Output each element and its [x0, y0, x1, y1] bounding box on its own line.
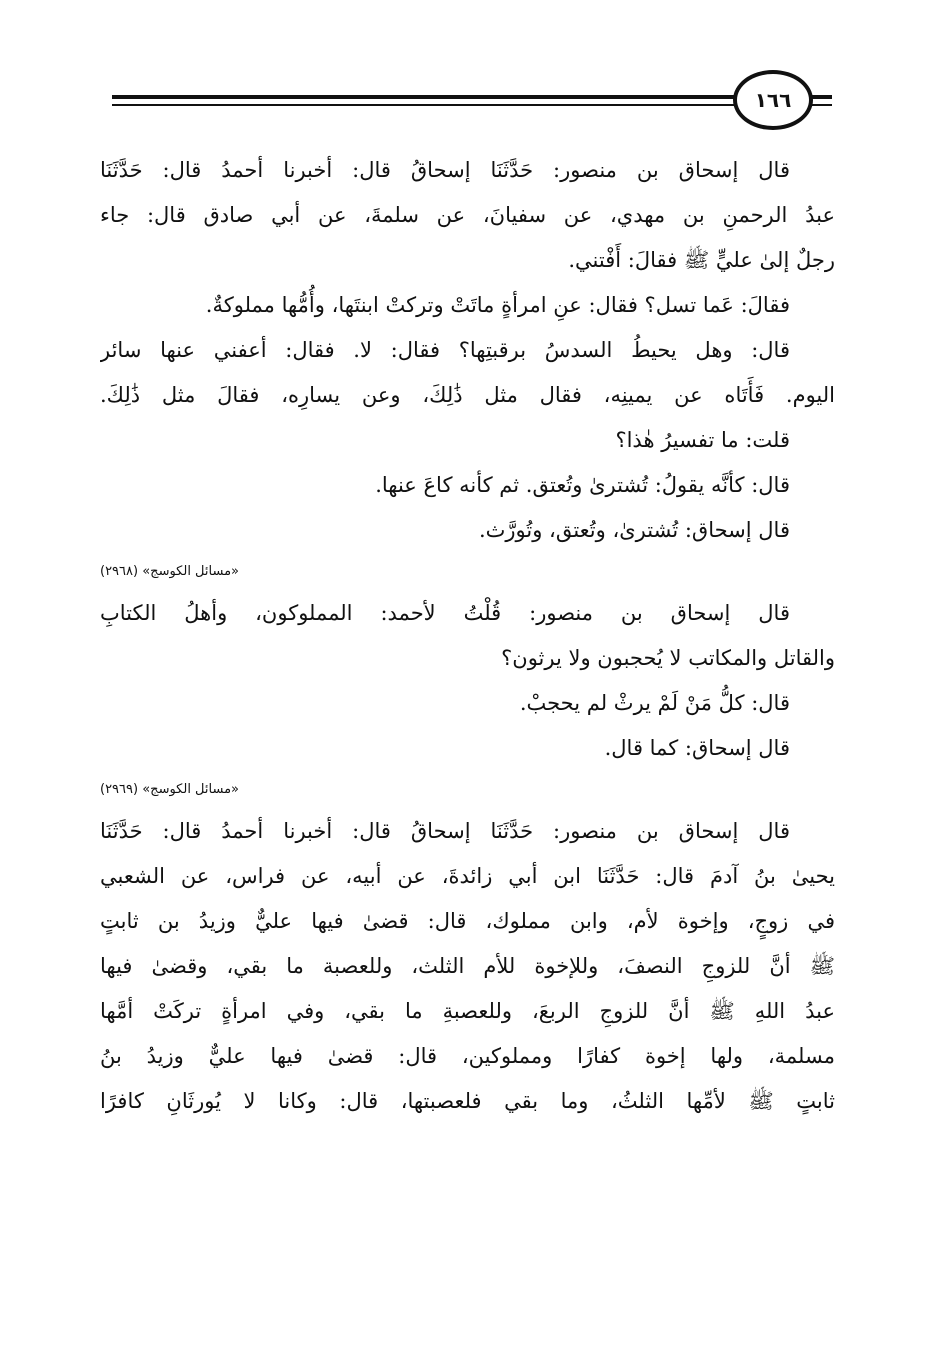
paragraph — [100, 726, 835, 771]
source-reference: «مسائل الكوسج» (٢٩٦٨) — [100, 564, 239, 579]
text-line: ﷺ أنَّ للزوجِ النصفَ، وللإخوة للأم الثلث، وللعصبة ما بقي، وقضىٰ فيها — [100, 954, 835, 978]
page-number-badge — [733, 70, 813, 130]
text-line: في زوجٍ، وإخوة لأم، وابن مملوك، قال: قضىٰ فيها عليٌّ وزيدُ بن ثابتٍ — [100, 909, 835, 933]
text-line: والقاتل والمكاتب لا يُحجبون ولا يرثون؟ — [501, 646, 835, 670]
paragraph — [100, 463, 835, 508]
page-number: ١٦٦ — [754, 88, 792, 112]
paragraph — [100, 418, 835, 463]
paragraph — [100, 681, 835, 726]
text-line: مسلمة، ولها إخوة كفارًا ومملوكين، قال: قضىٰ فيها عليٌّ وزيدُ بنُ — [100, 1044, 835, 1068]
text-line: قال: وهل يحيطُ السدسُ برقبتِها؟ فقال: لا. فقال: أعفني عنها سائر — [100, 338, 790, 362]
text-line: قال إسحاق بن منصور: حَدَّثَنَا إسحاقُ قال: أخبرنا أحمدُ قال: حَدَّثَنَا — [100, 158, 790, 182]
text-line: قال: كلُّ مَنْ لَمْ يرثْ لم يحجبْ. — [519, 691, 790, 715]
text-line: قال إسحاق بن منصور: حَدَّثَنَا إسحاقُ قال: أخبرنا أحمدُ قال: حَدَّثَنَا — [100, 819, 790, 843]
text-line: اليوم. فَأَتَاه عن يمينِه، فقال مثل ذَٰلِكَ، وعن يسارِه، فقالَ مثل ذَٰلِكَ. — [100, 383, 835, 407]
paragraph — [100, 591, 835, 681]
text-body — [100, 148, 835, 1124]
text-line: رجلٌ إلىٰ عليٍّ ﷺ فقالَ: أَفْتني. — [568, 248, 835, 272]
text-line: قلت: ما تفسيرُ هٰذا؟ — [615, 428, 790, 452]
paragraph — [100, 328, 835, 418]
header-rule-thin — [112, 104, 832, 106]
paragraph — [100, 148, 835, 283]
header-rule-thick — [112, 95, 832, 99]
text-line: عبدُ الرحمنِ بن مهدي، عن سفيانَ، عن سلمةَ، عن أبي صادق قال: جاء — [100, 203, 835, 227]
text-line: ثابتٍ ﷺ لأمِّها الثلثُ، وما بقي فلعصبتها، قال: وكانا لا يُورثَانِ كافرًا — [100, 1089, 835, 1113]
text-line: قال إسحاق بن منصور: قُلْتُ لأحمد: المملوكون، وأهلُ الكتابِ — [100, 601, 790, 625]
text-line: يحيىٰ بنُ آدمَ قال: حَدَّثَنَا ابن أبي زائدةَ، عن أبيه، عن فراس، عن الشعبي — [100, 864, 835, 888]
text-line: قال إسحاق: كما قال. — [604, 736, 790, 760]
paragraph — [100, 508, 835, 553]
paragraph — [100, 283, 835, 328]
text-line: فقالَ: عَما تسل؟ فقال: عنِ امرأةٍ ماتَتْ وتركتْ ابنتَها، وأُمُّها مملوكةٌ. — [205, 293, 790, 317]
text-line: قال: كأنَّه يقولُ: تُشترىٰ وتُعتق. ثم كأنه كاعَ عنها. — [375, 473, 790, 497]
text-line: عبدُ اللهِ ﷺ أنَّ للزوجِ الربعَ، وللعصبةِ ما بقي، وفي امرأةٍ تركَتْ أمَّها — [100, 999, 835, 1023]
source-reference: «مسائل الكوسج» (٢٩٦٩) — [100, 782, 239, 797]
paragraph — [100, 809, 835, 1124]
text-line: قال إسحاق: تُشترىٰ، وتُعتق، وتُورَّث. — [478, 518, 790, 542]
